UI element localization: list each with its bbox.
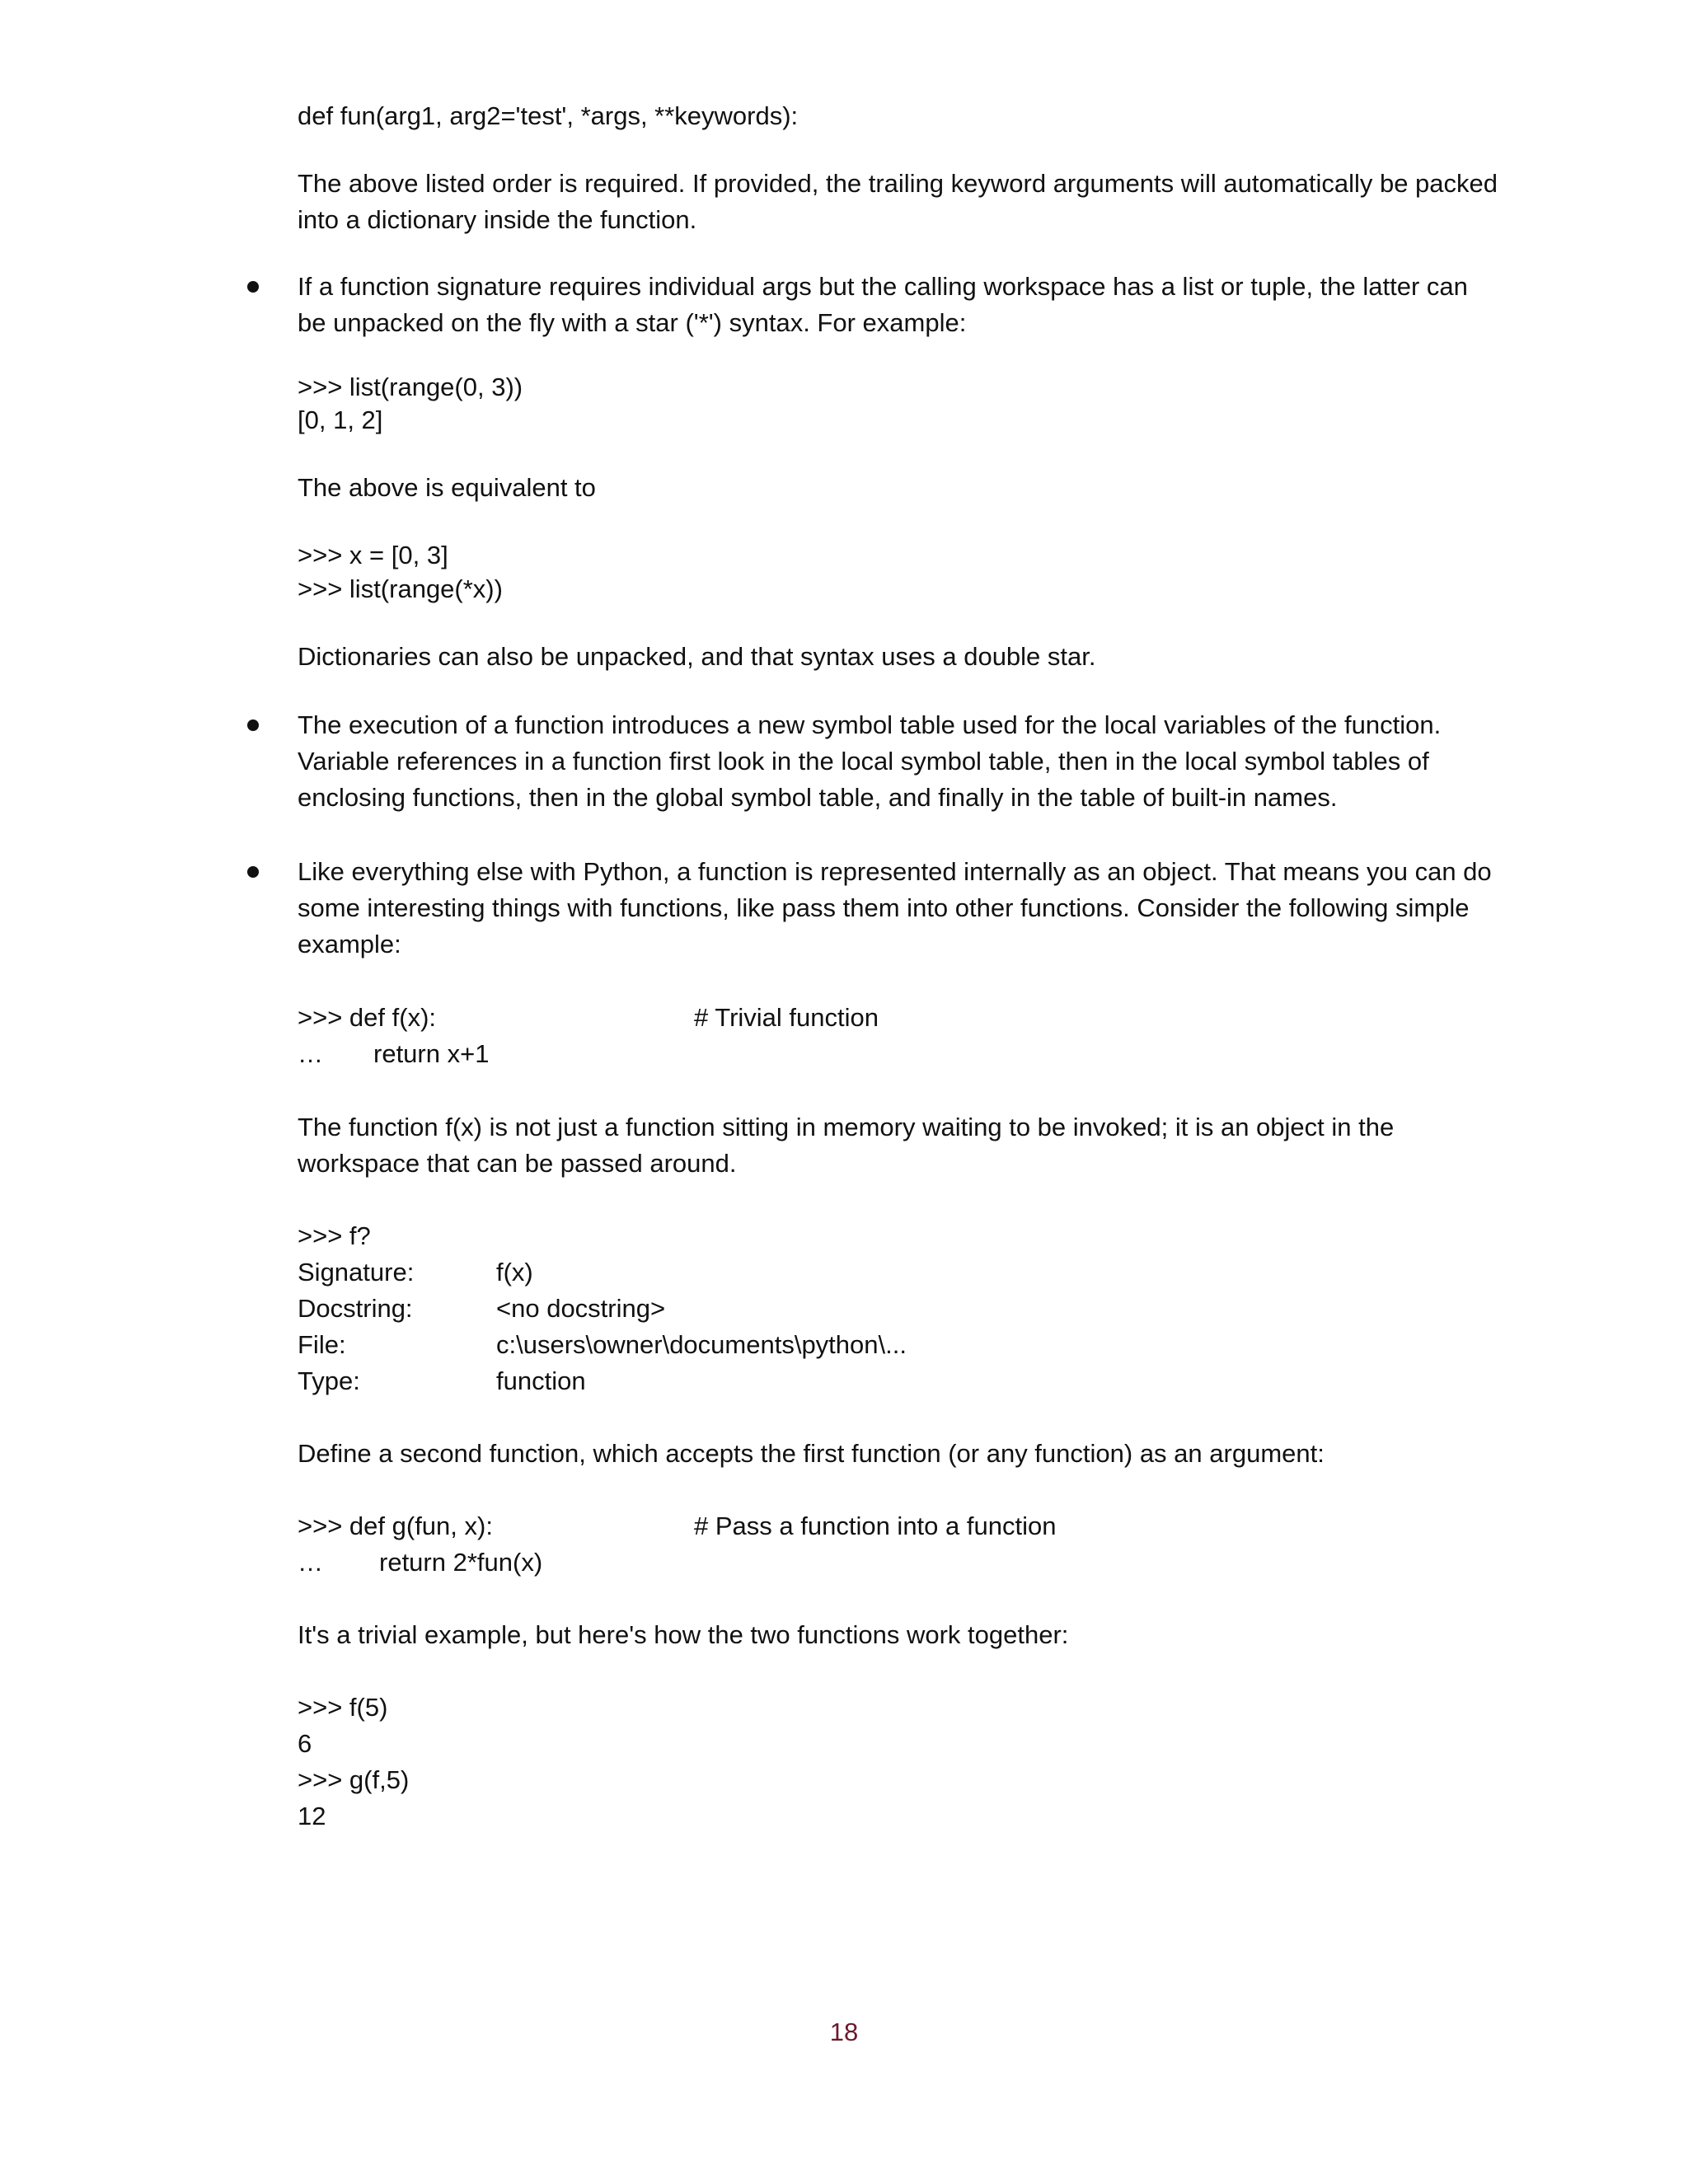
order-note-paragraph: The above listed order is required. If provided, the trailing keyword arguments will automatically be packed into a dictionary inside the function. [298,169,1498,234]
bullet-icon [247,866,259,878]
bullet1-paragraph: If a function signature requires individual args but the calling workspace has a list or tuple, the latter can be unpacked on the fly with a star ('*') syntax. For example: [298,272,1468,337]
def-g-body: return 2*fun(x) [379,1548,543,1577]
code1-line2: [0, 1, 2] [298,405,383,434]
code1-line1: >>> list(range(0, 3)) [298,373,523,401]
result-line-1: >>> f(5) [298,1693,388,1722]
inspect-value-file: c:\users\owner\documents\python\... [496,1330,907,1359]
def-f-body-prompt: … [298,1039,323,1068]
bullet-icon [247,281,259,293]
inspect-command: >>> f? [298,1221,371,1250]
inspect-label-signature: Signature: [298,1258,415,1286]
second-function-note: Define a second function, which accepts the first function (or any function) as an argument: [298,1439,1325,1468]
function-signature-line: def fun(arg1, arg2='test', *args, **keywords): [298,101,799,130]
def-g-line: >>> def g(fun, x): [298,1511,493,1540]
def-f-body: return x+1 [373,1039,490,1068]
page-number: 18 [829,2018,859,2046]
result-line-4: 12 [298,1802,326,1830]
bullet-icon [247,719,259,731]
bullet2-paragraph: The execution of a function introduces a new symbol table used for the local variables of the function. Variable references in a function first look in the local symbol table, then in the local symbol tables of enclosing functions, then in the global symbol table, and finally in the table of built-in names. [298,710,1442,812]
bullet3-paragraph: Like everything else with Python, a function is represented internally as an object. That means you can do some interesting things with functions, like pass them into other functions. Consider the following simple example: [298,857,1492,958]
equivalent-text: The above is equivalent to [298,473,596,502]
def-f-line: >>> def f(x): [298,1003,437,1032]
inspect-value-signature: f(x) [496,1258,533,1286]
together-note: It's a trivial example, but here's how the two functions work together: [298,1620,1069,1649]
object-note-paragraph: The function f(x) is not just a function sitting in memory waiting to be invoked; it is an object in the workspace that can be passed around. [298,1113,1395,1178]
inspect-value-type: function [496,1366,586,1395]
inspect-label-docstring: Docstring: [298,1294,413,1323]
def-f-comment: # Trivial function [694,1003,879,1032]
code2-line2: >>> list(range(*x)) [298,574,503,603]
inspect-value-docstring: <no docstring> [496,1294,666,1323]
dict-unpack-note: Dictionaries can also be unpacked, and that syntax uses a double star. [298,642,1096,671]
inspect-label-type: Type: [298,1366,360,1395]
def-g-body-prompt: … [298,1548,323,1577]
result-line-3: >>> g(f,5) [298,1765,410,1794]
def-g-comment: # Pass a function into a function [694,1511,1057,1540]
inspect-label-file: File: [298,1330,346,1359]
result-line-2: 6 [298,1729,312,1758]
code2-line1: >>> x = [0, 3] [298,541,448,569]
